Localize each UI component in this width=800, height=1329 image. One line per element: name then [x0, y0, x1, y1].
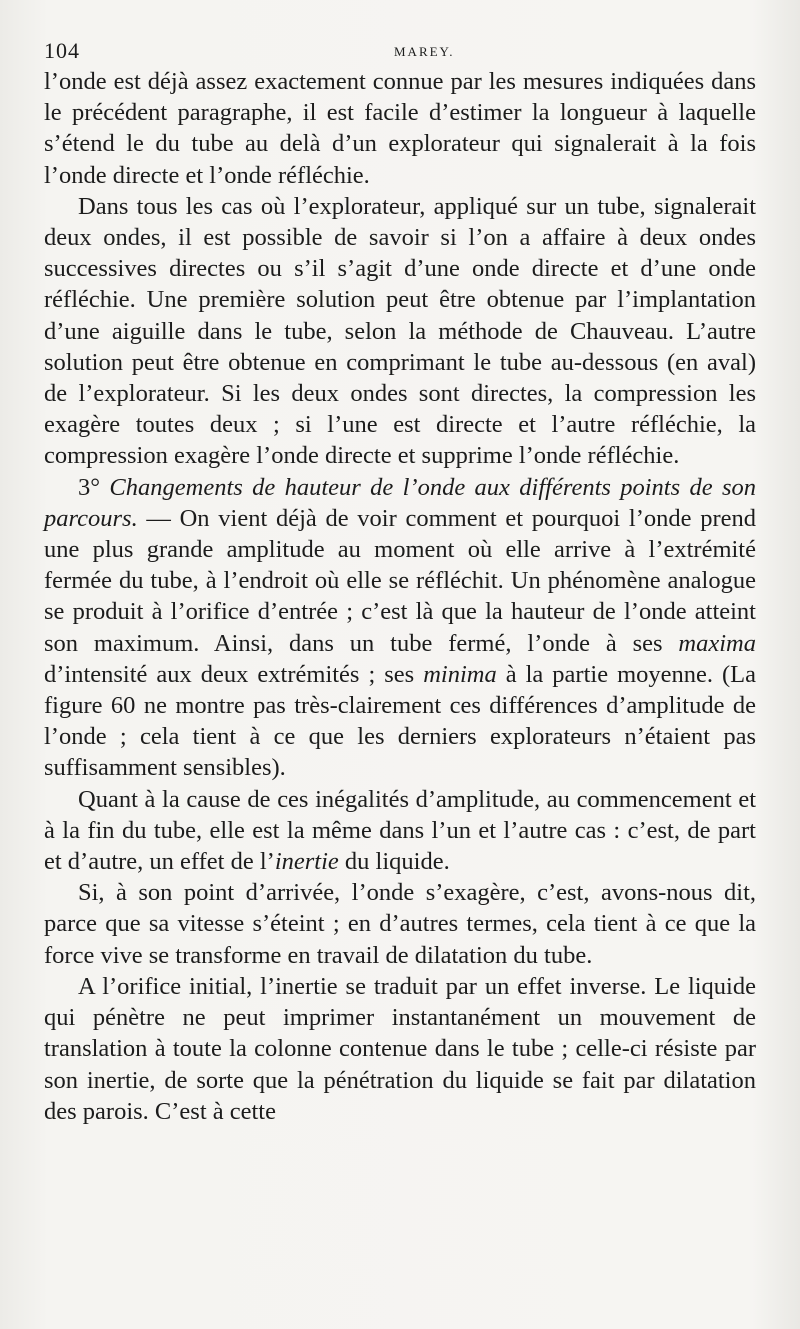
paragraph	[44, 191, 756, 472]
emphasis-maxima: maxima	[678, 629, 756, 657]
paragraph	[44, 472, 756, 784]
paragraph-text: — On vient déjà de voir comment et pourquoi l’onde prend une plus grande amplitude au moment où elle arrive à l’extrémité fermée du tube, à l’endroit où elle se réfléchit. Un phénomène analogue se produit à l’orifice d’entrée ; c’est là que la hauteur de l’onde atteint son maximum. Ainsi, dans un tube fermé, l’onde à ses	[44, 504, 756, 657]
page-header	[44, 38, 756, 64]
emphasis-inertie: inertie	[274, 848, 339, 876]
running-head: MAREY.	[394, 44, 455, 59]
section-heading-italic: Changements de hauteur de l’onde aux différents points de son parcours.	[44, 473, 756, 532]
paragraph	[44, 971, 756, 1127]
paragraph-text: à la partie moyenne. (La figure 60 ne montre pas très-clairement ces différences d’amplitude de l’onde ; cela tient à ce que les derniers explorateurs n’étaient pas suffisamment sensibles).	[44, 660, 756, 782]
emphasis-minima: minima	[423, 660, 497, 688]
paragraph-text: Quant à la cause de ces inégalités d’amplitude, au commencement et à la fin du tube, elle est la même dans l’un et l’autre cas : c’est, de part et d’autre, un effet de l’	[44, 785, 756, 876]
paragraph-text: 3°	[78, 473, 110, 501]
paragraph	[44, 66, 756, 191]
paragraph-text: Si, à son point d’arrivée, l’onde s’exagère, c’est, avons-nous dit, parce que sa vitesse s’éteint ; en d’autres termes, cela tient à ce que la force vive se transforme en travail de dilatation du tube.	[44, 879, 756, 969]
paragraph-text: d’intensité aux deux extrémités ; ses	[44, 660, 424, 688]
paragraph-text: du liquide.	[338, 848, 450, 876]
body-text	[44, 66, 756, 1127]
paragraph	[44, 877, 756, 971]
paragraph-text: Dans tous les cas où l’explorateur, appliqué sur un tube, signalerait deux ondes, il est possible de savoir si l’on a affaire à deux ondes successives directes ou s’il s’agit d’une onde directe et d’une onde réfléchie. Une première solution peut être obtenue par l’implantation d’une aiguille dans le tube, selon la méthode de Chauveau. L’autre solution peut être obtenue en comprimant le tube au-dessous (en aval) de l’explorateur. Si les deux ondes sont directes, la compression les exagère toutes deux ; si l’une est directe et l’autre réfléchie, la compression exagère l’onde directe et supprime l’onde réfléchie.	[44, 192, 756, 470]
paragraph	[44, 784, 756, 878]
page-number: 104	[44, 38, 80, 63]
paragraph-text: A l’orifice initial, l’inertie se traduit par un effet inverse. Le liquide qui pénètre ne peut imprimer instantanément un mouvement de translation à toute la colonne contenue dans le tube ; celle-ci résiste par son inertie, de sorte que la pénétration du liquide se fait par dilatation des parois. C’est à cette	[44, 972, 756, 1125]
paragraph-text: l’onde est déjà assez exactement connue par les mesures indiquées dans le précédent paragraphe, il est facile d’estimer la longueur à laquelle s’étend le du tube au delà d’un explorateur qui signalerait à la fois l’onde directe et l’onde réfléchie.	[44, 68, 756, 189]
